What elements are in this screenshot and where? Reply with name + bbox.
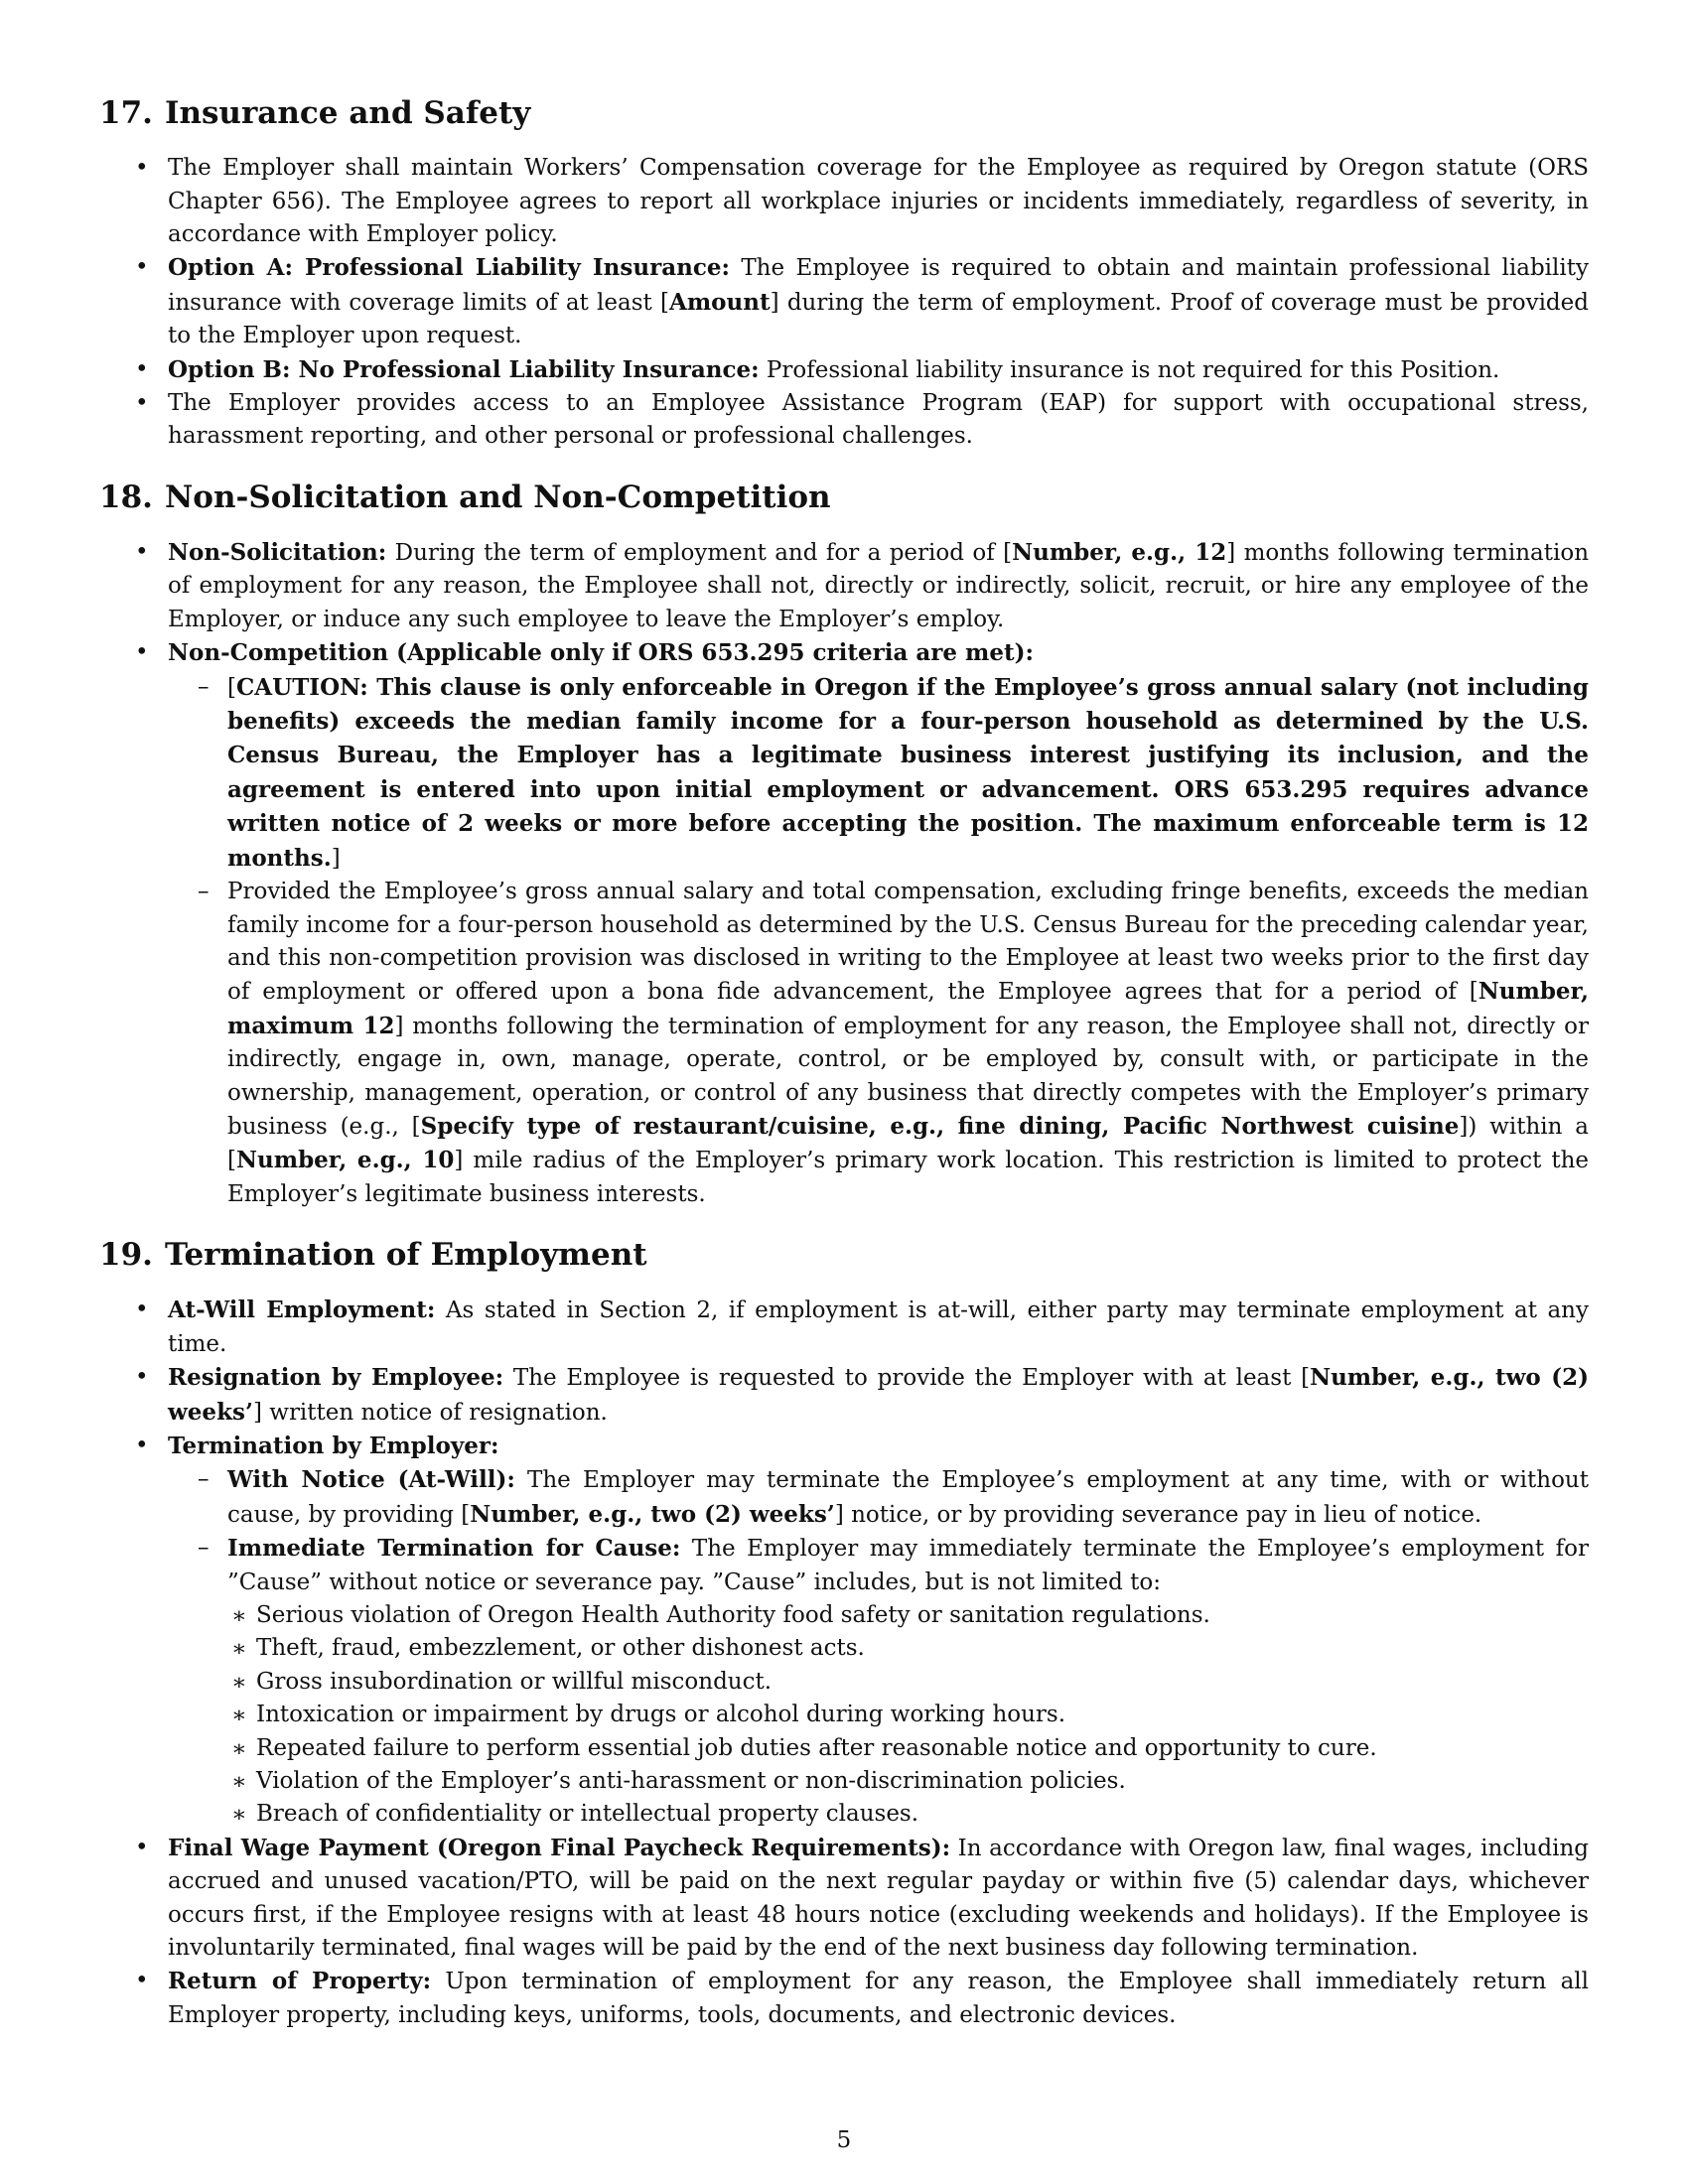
sub-list-item: – Provided the Employee’s gross annual salary and total compensation, excluding fringe benefits, exceeds the median family income for a four-person household as determined by the U.S. Census Bureau for the preceding calendar year, and this non-competition provision was disclosed in writing to the Employee at least two weeks prior to the first day of employment or offered upon a bona fide advancement, the Employee agrees that for a period of [Number, maximum 12] months following the termination of employment for any reason, the Employee shall not, directly or indirectly, engage in, own, manage, operate, control, or be employed by, consult with, or participate in the ownership, management, operation, or control of any business that directly competes with the Employer’s primary business (e.g., [Specify type of restaurant/cuisine, e.g., fine dining, Pacific Northwest cuisine]) within a [Number, e.g., 10] mile radius of the Employer’s primary work location. This restriction is limited to protect the Employer’s legitimate business interests. (168, 876, 1589, 1211)
item-label: At-Will Employment: (168, 1297, 436, 1324)
sub-list (168, 671, 1589, 1212)
dash-icon: – (198, 879, 210, 905)
section-19 (99, 1237, 1589, 2032)
list-item (99, 1430, 1589, 1832)
section-title: Termination of Employment (164, 1237, 647, 1274)
document-page (99, 95, 1589, 2058)
bullet-icon: • (135, 254, 149, 281)
item-label: Return of Property: (168, 1968, 432, 1995)
section-number: 18. (99, 478, 153, 515)
item-label: Non-Solicitation: (168, 539, 387, 567)
item-label: Option A: Professional Liability Insurance: (168, 254, 730, 282)
asterisk-icon: ∗ (231, 1802, 247, 1829)
placeholder: Number, maximum 12 (227, 978, 1589, 1039)
asterisk-icon: ∗ (231, 1603, 247, 1629)
bullet-list (99, 1294, 1589, 2032)
section-17 (99, 95, 1589, 454)
bullet-icon: • (135, 539, 149, 566)
list-item: • The Employer provides access to an Employee Assistance Program (EAP) for support with occupational stress, harassment reporting, and other personal or professional challenges. (99, 387, 1589, 454)
item-label: Resignation by Employee: (168, 1364, 504, 1392)
placeholder: Specify type of restaurant/cuisine, e.g., fine dining, Pacific Northwest cuisine (420, 1112, 1460, 1140)
section-number: 17. (99, 95, 153, 131)
section-18 (99, 479, 1589, 1211)
bullet-icon: • (135, 1432, 149, 1458)
bullet-icon: • (135, 1364, 149, 1391)
sub-list-item: – With Notice (At-Will): The Employer may terminate the Employee’s employment at any time, with or without cause, by providing [Number, e.g., two (2) weeks’] notice, or by providing severance pay in lieu of notice. (168, 1463, 1589, 1532)
asterisk-icon: ∗ (231, 1735, 247, 1762)
item-label: Final Wage Payment (Oregon Final Paycheck Requirements): (168, 1834, 951, 1861)
bullet-icon: • (135, 155, 149, 182)
item-label: Option B: No Professional Liability Insurance: (168, 355, 760, 383)
list-item: • At-Will Employment: As stated in Section 2, if employment is at-will, either party may terminate employment at any time. (99, 1294, 1589, 1361)
page-number: 5 (836, 2127, 852, 2153)
list-item: • Resignation by Employee: The Employee is requested to provide the Employer with at least [Number, e.g., two (2) weeks’] written notice of resignation. (99, 1361, 1589, 1430)
section-heading (99, 1237, 1589, 1274)
placeholder: Number, e.g., 12 (1012, 539, 1227, 567)
bullet-icon: • (135, 390, 149, 417)
cause-item: ∗ Theft, fraud, embezzlement, or other dishonest acts. (227, 1632, 1589, 1665)
item-label: Non-Competition (Applicable only if ORS 653.295 criteria are met): (168, 639, 1034, 667)
cause-item: ∗ Violation of the Employer’s anti-harassment or non-discrimination policies. (227, 1765, 1589, 1798)
dash-icon: – (198, 1466, 210, 1493)
dash-icon: – (198, 1535, 210, 1562)
item-label: Immediate Termination for Cause: (227, 1535, 681, 1563)
list-item: • Option A: Professional Liability Insurance: The Employee is required to obtain and maintain professional liability insurance with coverage limits of at least [Amount] during the term of employment. Proof of coverage must be provided to the Employer upon request. (99, 251, 1589, 352)
sub-list-item: – Immediate Termination for Cause: The Employer may immediately terminate the Employee’s employment for ”Cause” without notice or severance pay. ”Cause” includes, but is not limited to: ∗ Serious violation of Oregon Health Authority food safety or sanitation regulations. ∗ Theft, fraud, embezzlement, or other dishonest acts. ∗ Gross insubordination or willful misconduct. ∗ Intoxication or impairment by drugs or alcohol during working hours. ∗ Repeated failure to perform essential job duties after reasonable notice and opportunity to cure. ∗ Violation of the Employer’s anti-harassment or non-discrimination policies. ∗ Breach of confidentiality or intellectual property clauses. (168, 1532, 1589, 1832)
sub-list-item: – [CAUTION: This clause is only enforceable in Oregon if the Employee’s gross annual salary (not including benefits) exceeds the median family income for a four-person household as determined by the U.S. Census Bureau, the Employer has a legitimate business interest justifying its inclusion, and the agreement is entered into upon initial employment or advancement. ORS 653.295 requires advance written notice of 2 weeks or more before accepting the position. The maximum enforceable term is 12 months.] (168, 671, 1589, 876)
section-heading (99, 479, 1589, 516)
section-title: Insurance and Safety (164, 95, 531, 131)
bullet-icon: • (135, 639, 149, 666)
placeholder: Number, e.g., two (2) weeks’ (470, 1500, 835, 1528)
list-item: • Final Wage Payment (Oregon Final Paycheck Requirements): In accordance with Oregon law, final wages, including accrued and unused vacation/PTO, will be paid on the next regular payday or within five (5) calendar days, whichever occurs first, if the Employee resigns with at least 48 hours notice (excluding weekends and holidays). If the Employee is involuntarily terminated, final wages will be paid by the end of the next business day following termination. (99, 1832, 1589, 1966)
bullet-list (99, 536, 1589, 1211)
cause-item: ∗ Gross insubordination or willful misconduct. (227, 1666, 1589, 1699)
item-label: With Notice (At-Will): (227, 1466, 515, 1494)
placeholder: Number, e.g., two (2) weeks’ (168, 1364, 1589, 1426)
list-item: • Return of Property: Upon termination of employment for any reason, the Employee shall immediately return all Employer property, including keys, uniforms, tools, documents, and electronic devices. (99, 1965, 1589, 2032)
bullet-icon: • (135, 1834, 149, 1860)
cause-list (227, 1599, 1589, 1832)
cause-item: ∗ Breach of confidentiality or intellectual property clauses. (227, 1798, 1589, 1831)
list-item: • Option B: No Professional Liability Insurance: Professional liability insurance is not required for this Position. (99, 353, 1589, 387)
item-label: Termination by Employer: (168, 1432, 499, 1459)
list-item (99, 636, 1589, 1211)
section-heading (99, 95, 1589, 132)
bullet-icon: • (135, 1297, 149, 1323)
bullet-icon: • (135, 355, 149, 382)
asterisk-icon: ∗ (231, 1703, 247, 1729)
section-title: Non-Solicitation and Non-Competition (164, 478, 831, 515)
cause-item: ∗ Serious violation of Oregon Health Authority food safety or sanitation regulations. (227, 1599, 1589, 1632)
cause-item: ∗ Repeated failure to perform essential job duties after reasonable notice and opportunity to cure. (227, 1732, 1589, 1765)
bullet-icon: • (135, 1968, 149, 1994)
list-item: • The Employer shall maintain Workers’ Compensation coverage for the Employee as required by Oregon statute (ORS Chapter 656). The Employee agrees to report all workplace injuries or incidents immediately, regardless of severity, in accordance with Employer policy. (99, 152, 1589, 251)
dash-icon: – (198, 673, 210, 700)
placeholder: Number, e.g., 10 (235, 1147, 455, 1174)
placeholder: Amount (669, 288, 771, 316)
asterisk-icon: ∗ (231, 1636, 247, 1663)
asterisk-icon: ∗ (231, 1669, 247, 1696)
asterisk-icon: ∗ (231, 1769, 247, 1796)
section-number: 19. (99, 1237, 153, 1274)
sub-list (168, 1463, 1589, 1831)
cause-item: ∗ Intoxication or impairment by drugs or alcohol during working hours. (227, 1699, 1589, 1731)
bullet-list (99, 152, 1589, 454)
list-item: • Non-Solicitation: During the term of employment and for a period of [Number, e.g., 12] months following termination of employment for any reason, the Employee shall not, directly or indirectly, solicit, recruit, or hire any employee of the Employer, or induce any such employee to leave the Employer’s employ. (99, 536, 1589, 636)
caution-text: CAUTION: This clause is only enforceable in Oregon if the Employee’s gross annual salary (not including benefits) exceeds the median family income for a four-person household as determined by the U.S. Census Bureau, the Employer has a legitimate business interest justifying its inclusion, and the agreement is entered into upon initial employment or advancement. ORS 653.295 requires advance written notice of 2 weeks or more before accepting the position. The maximum enforceable term is 12 months. (227, 673, 1589, 872)
